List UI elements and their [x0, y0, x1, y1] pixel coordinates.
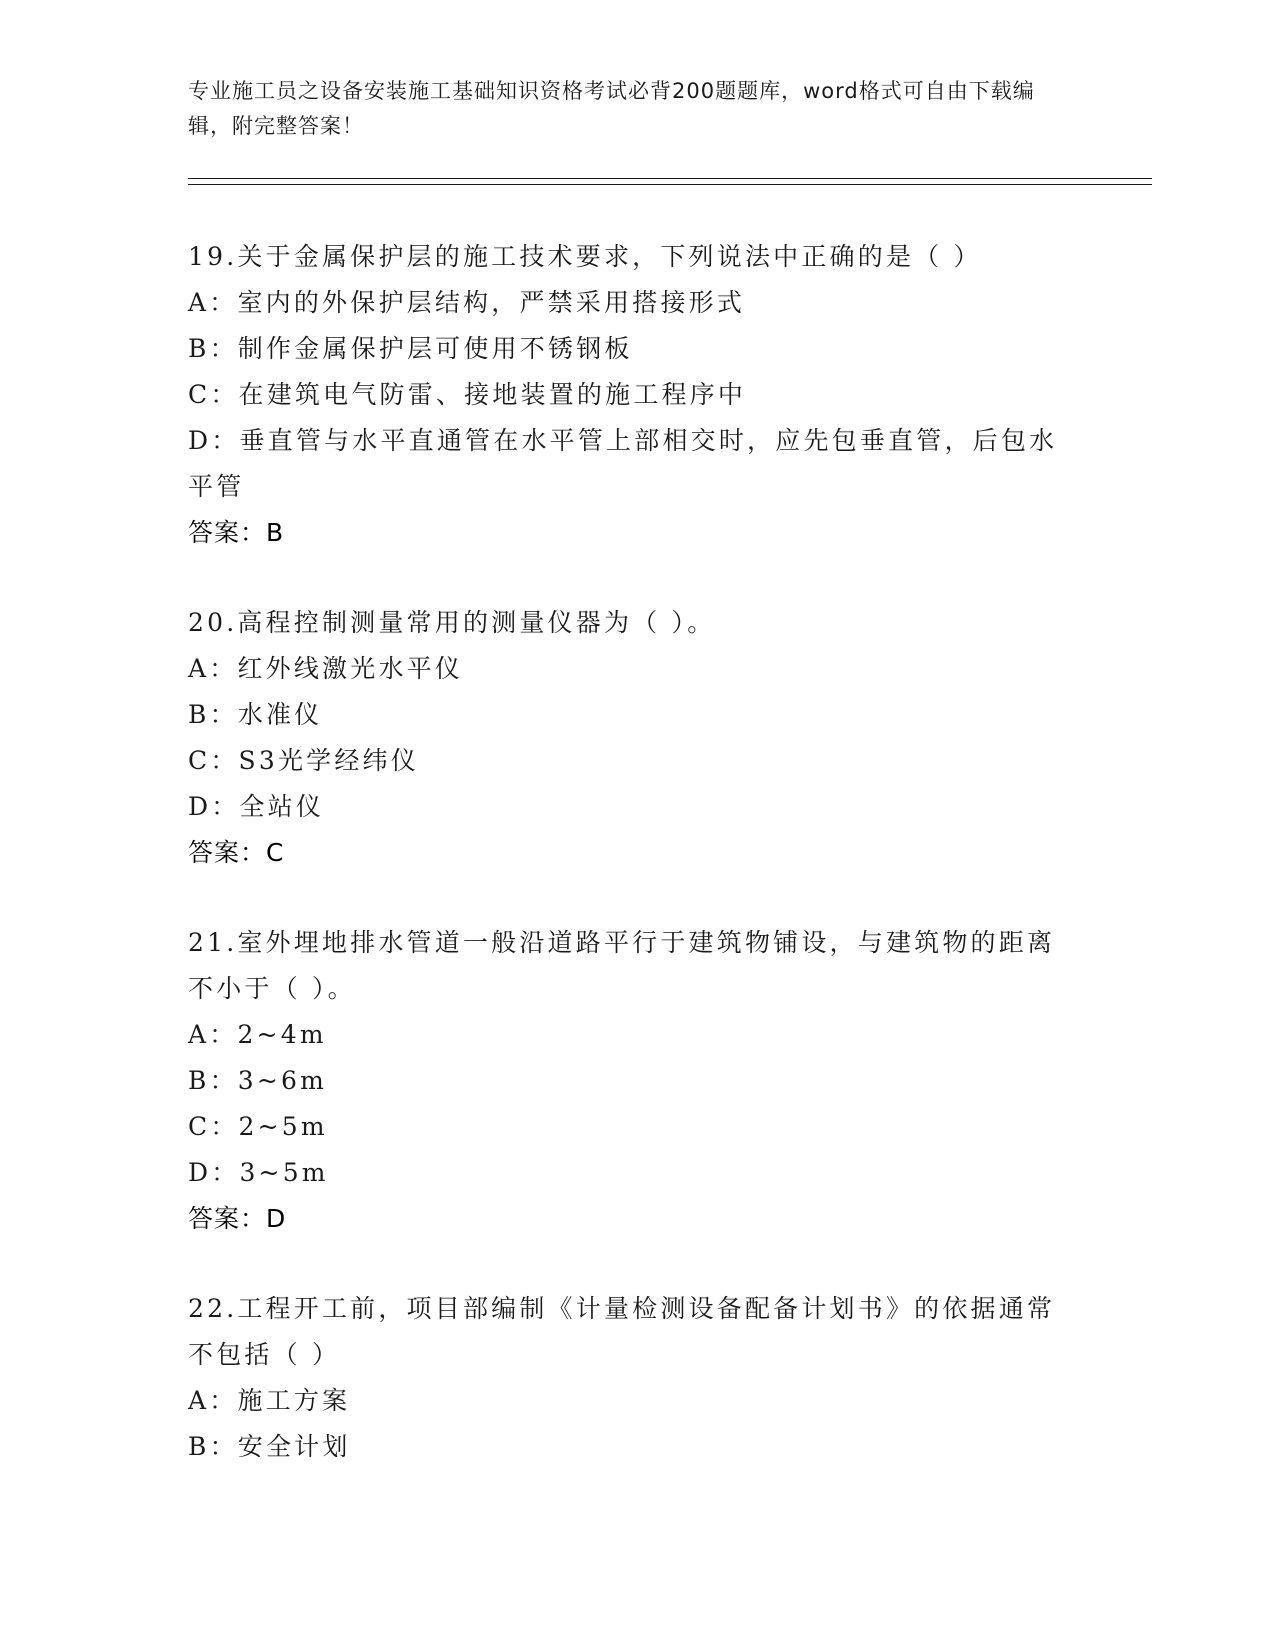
option-b: B：制作金属保护层可使用不锈钢板 — [188, 334, 633, 363]
answer-label: 答案：B — [188, 518, 285, 547]
option-b: B：安全计划 — [188, 1432, 351, 1461]
question-21 — [188, 920, 1068, 1242]
question-19 — [188, 234, 1068, 556]
option-c: C：在建筑电气防雷、接地装置的施工程序中 — [188, 380, 747, 409]
question-stem: 20.高程控制测量常用的测量仪器为（ ）。 — [188, 608, 716, 637]
option-d: D：3~5m — [188, 1158, 329, 1187]
question-stem: 22.工程开工前，项目部编制《计量检测设备配备计划书》的依据通常不包括（ ） — [188, 1294, 1056, 1369]
option-a: A：室内的外保护层结构，严禁采用搭接形式 — [188, 288, 746, 317]
option-c: C：S3光学经纬仪 — [188, 746, 419, 775]
question-stem: 21.室外埋地排水管道一般沿道路平行于建筑物铺设，与建筑物的距离不小于（ ）。 — [188, 928, 1056, 1003]
option-b: B：3~6m — [188, 1066, 328, 1095]
option-d: D：垂直管与水平直通管在水平管上部相交时，应先包垂直管，后包水平管 — [188, 426, 1058, 501]
option-d: D：全站仪 — [188, 792, 325, 821]
header-divider-top — [188, 178, 1152, 179]
question-20 — [188, 600, 1068, 876]
header-divider-bottom — [188, 184, 1152, 185]
question-22 — [188, 1286, 1068, 1470]
option-b: B：水准仪 — [188, 700, 323, 729]
option-a: A：施工方案 — [188, 1386, 351, 1415]
option-a: A：2~4m — [188, 1020, 327, 1049]
option-a: A：红外线激光水平仪 — [188, 654, 464, 683]
document-header: 专业施工员之设备安装施工基础知识资格考试必背200题题库，word格式可自由下载编辑，附完整答案！ — [188, 79, 1035, 138]
answer-label: 答案：D — [188, 1204, 287, 1233]
option-c: C：2~5m — [188, 1112, 328, 1141]
answer-label: 答案：C — [188, 838, 285, 867]
question-stem: 19.关于金属保护层的施工技术要求，下列说法中正确的是（ ） — [188, 242, 982, 271]
question-list — [188, 234, 1068, 1514]
